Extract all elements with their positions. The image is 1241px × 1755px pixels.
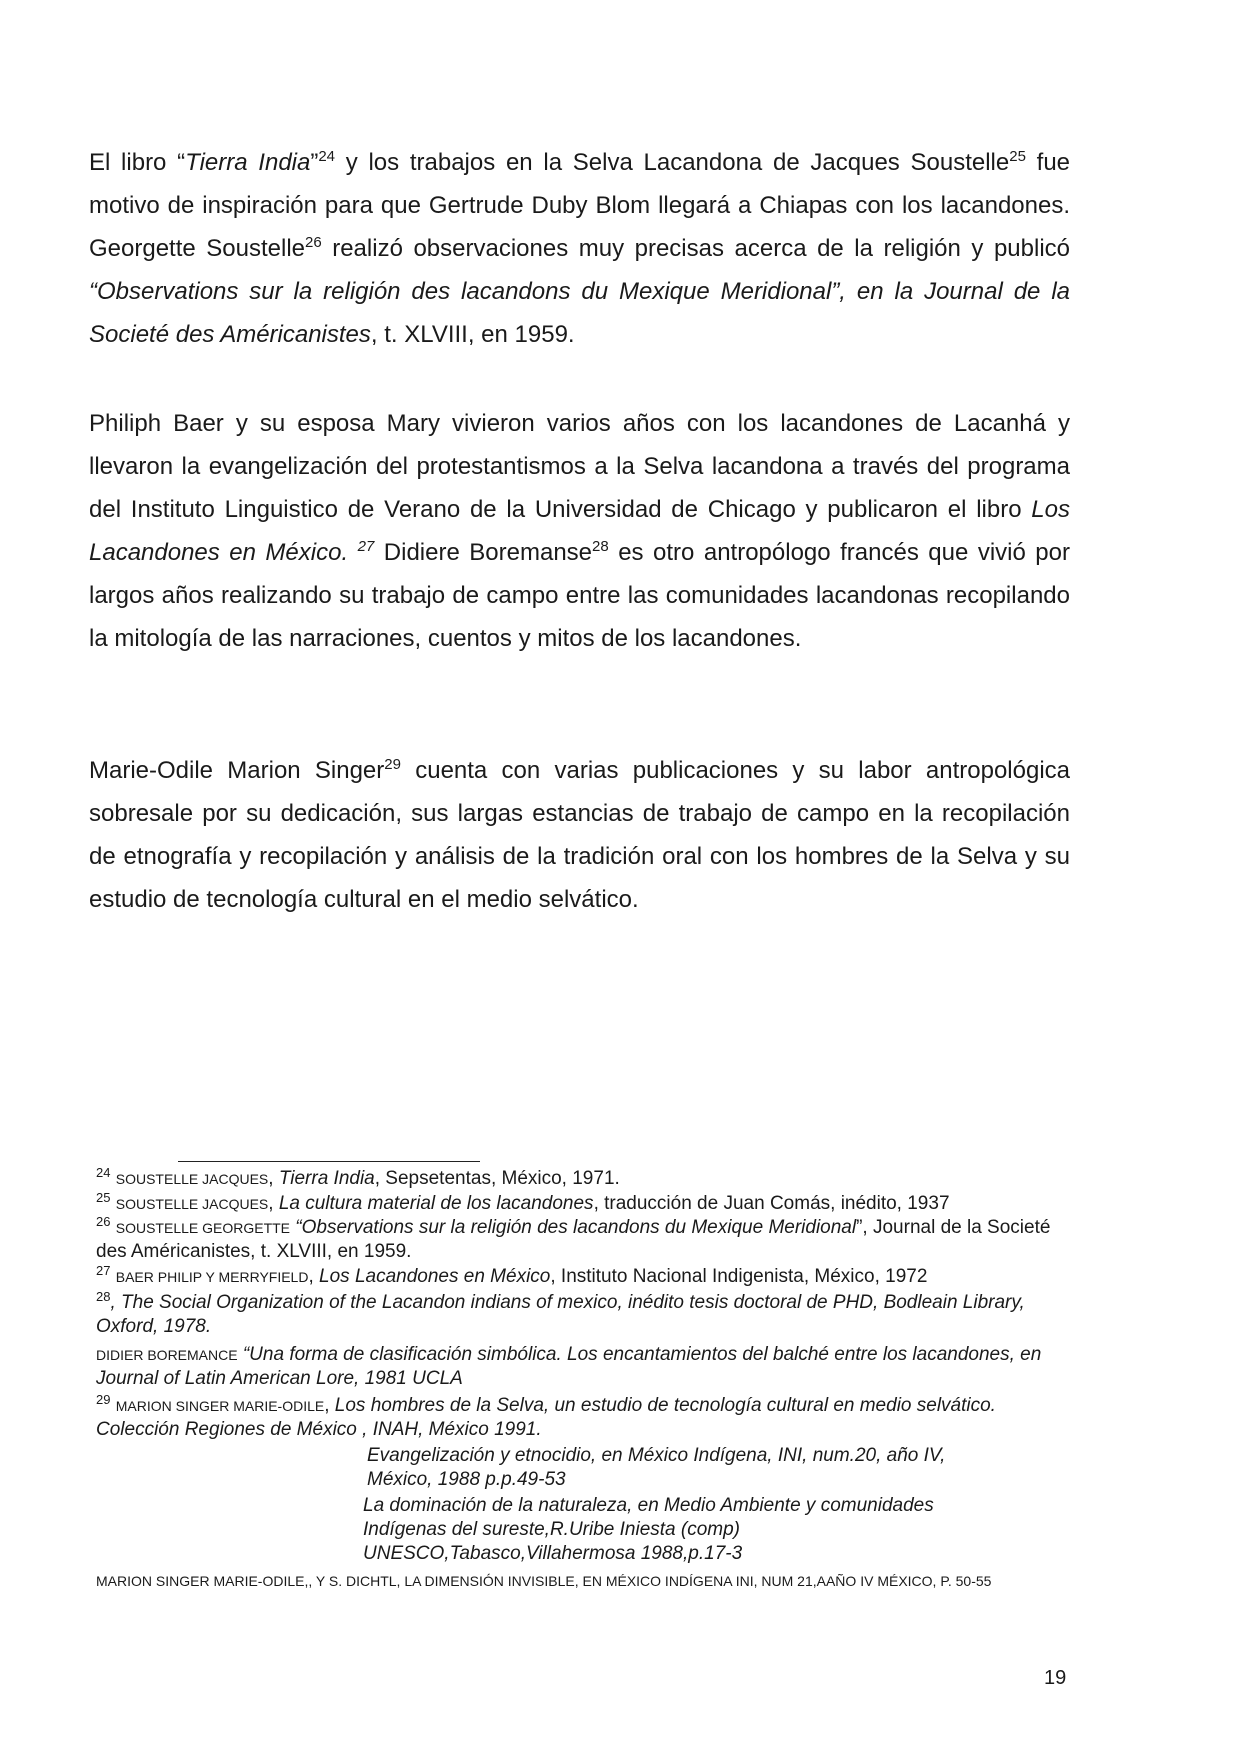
footnote-ref-24[interactable]: 24 <box>318 148 336 165</box>
paragraph-1: El libro “Tierra India”$^{24}$ y los trabajos en la Selva Lacandona de Jacques Soustelle$^{25}$ fue motivo de inspiración para que Gertrude Duby Blom llegará a Chiapas con los lacandones. Georgette Soustelle$^{26}$ realizó observaciones muy precisas acerca de la religión y publicó “Observations sur la religión des lacandons du Mexique Meridional”, en la Journal de la Societé des Américanistes, t. XLVIII, en 1959. <box>89 148 1071 348</box>
footnote-last: MARION SINGER MARIE-ODILE,, Y S. DICHTL, LA DIMENSIÓN INVISIBLE, EN MÉXICO INDÍGENA INI, NUM 21,AAÑO IV MÉXICO, P. 50-55 <box>96 1573 992 1589</box>
footnote-24: $^{24}$ SOUSTELLE JACQUES, Tierra India, Sepsetentas, México, 1971. <box>96 1165 620 1189</box>
footnote-25: $^{25}$ SOUSTELLE JACQUES, La cultura material de los lacandones, traducción de Juan Comás, inédito, 1937 <box>96 1190 950 1214</box>
footnote-ref-29[interactable]: 29 <box>384 756 401 773</box>
footnote-ref-26[interactable]: 26 <box>305 234 322 251</box>
footnote-ref-28[interactable]: 28 <box>592 538 609 555</box>
footnote-ref-27[interactable]: 27 <box>357 538 375 555</box>
footnote-29-item-2: La dominación de la naturaleza, en Medio Ambiente y comunidades Indígenas del sureste,R.Uribe Iniesta (comp) UNESCO,Tabasco,Villahermosa 1988,p.17-3 <box>363 1495 934 1564</box>
paragraph-2: Philiph Baer y su esposa Mary vivieron varios años con los lacandones de Lacanhá y llevaron la evangelización del protestantismos a la Selva lacandona a través del programa del Instituto Linguistico de Verano de la Universidad de Chicago y publicaron el libro Los Lacandones en México. $^{27}$ Didiere Boremanse$^{28}$ es otro antropólogo francés que vivió por largos años realizando su trabajo de campo entre las comunidades lacandonas recopilando la mitología de las narraciones, cuentos y mitos de los lacandones. <box>89 410 1070 652</box>
paragraph-3: Marie-Odile Marion Singer$^{29}$ cuenta con varias publicaciones y su labor antropológica sobresale por su dedicación, sus largas estancias de trabajo de campo en la recopilación de etnografía y recopilación y análisis de la tradición oral con los hombres de la Selva y su estudio de tecnología cultural en el medio selvático. <box>89 756 1070 913</box>
footnote-28: $^{28}$, The Social Organization of the Lacandon indians of mexico, inédito tesis doctoral de PHD, Bodleain Library, Oxford, 1978. <box>96 1289 1025 1337</box>
page-number: 19 <box>1044 1667 1067 1689</box>
footnote-27: $^{27}$ BAER PHILIP Y MERRYFIELD, Los Lacandones en México, Instituto Nacional Indigenista, México, 1972 <box>96 1263 928 1287</box>
footnote-26: $^{26}$ SOUSTELLE GEORGETTE “Observations sur la religión des lacandons du Mexique Meridional”, Journal de la Societé des Américanistes, t. XLVIII, en 1959. <box>96 1214 1051 1262</box>
footnote-didier: DIDIER BOREMANCE “Una forma de clasificación simbólica. Los encantamientos del balché entre los lacandones, en Journal of Latin American Lore, 1981 UCLA <box>96 1344 1042 1389</box>
footnote-29: $^{29}$ MARION SINGER MARIE-ODILE, Los hombres de la Selva, un estudio de tecnología cultural en medio selvático. Colección Regiones de México , INAH, México 1991. <box>96 1392 996 1440</box>
footnote-ref-25[interactable]: 25 <box>1009 148 1026 165</box>
footnote-separator <box>178 1161 480 1162</box>
footnote-29-item-1: Evangelización y etnocidio, en México Indígena, INI, num.20, año IV, México, 1988 p.p.49-53 <box>367 1445 946 1490</box>
